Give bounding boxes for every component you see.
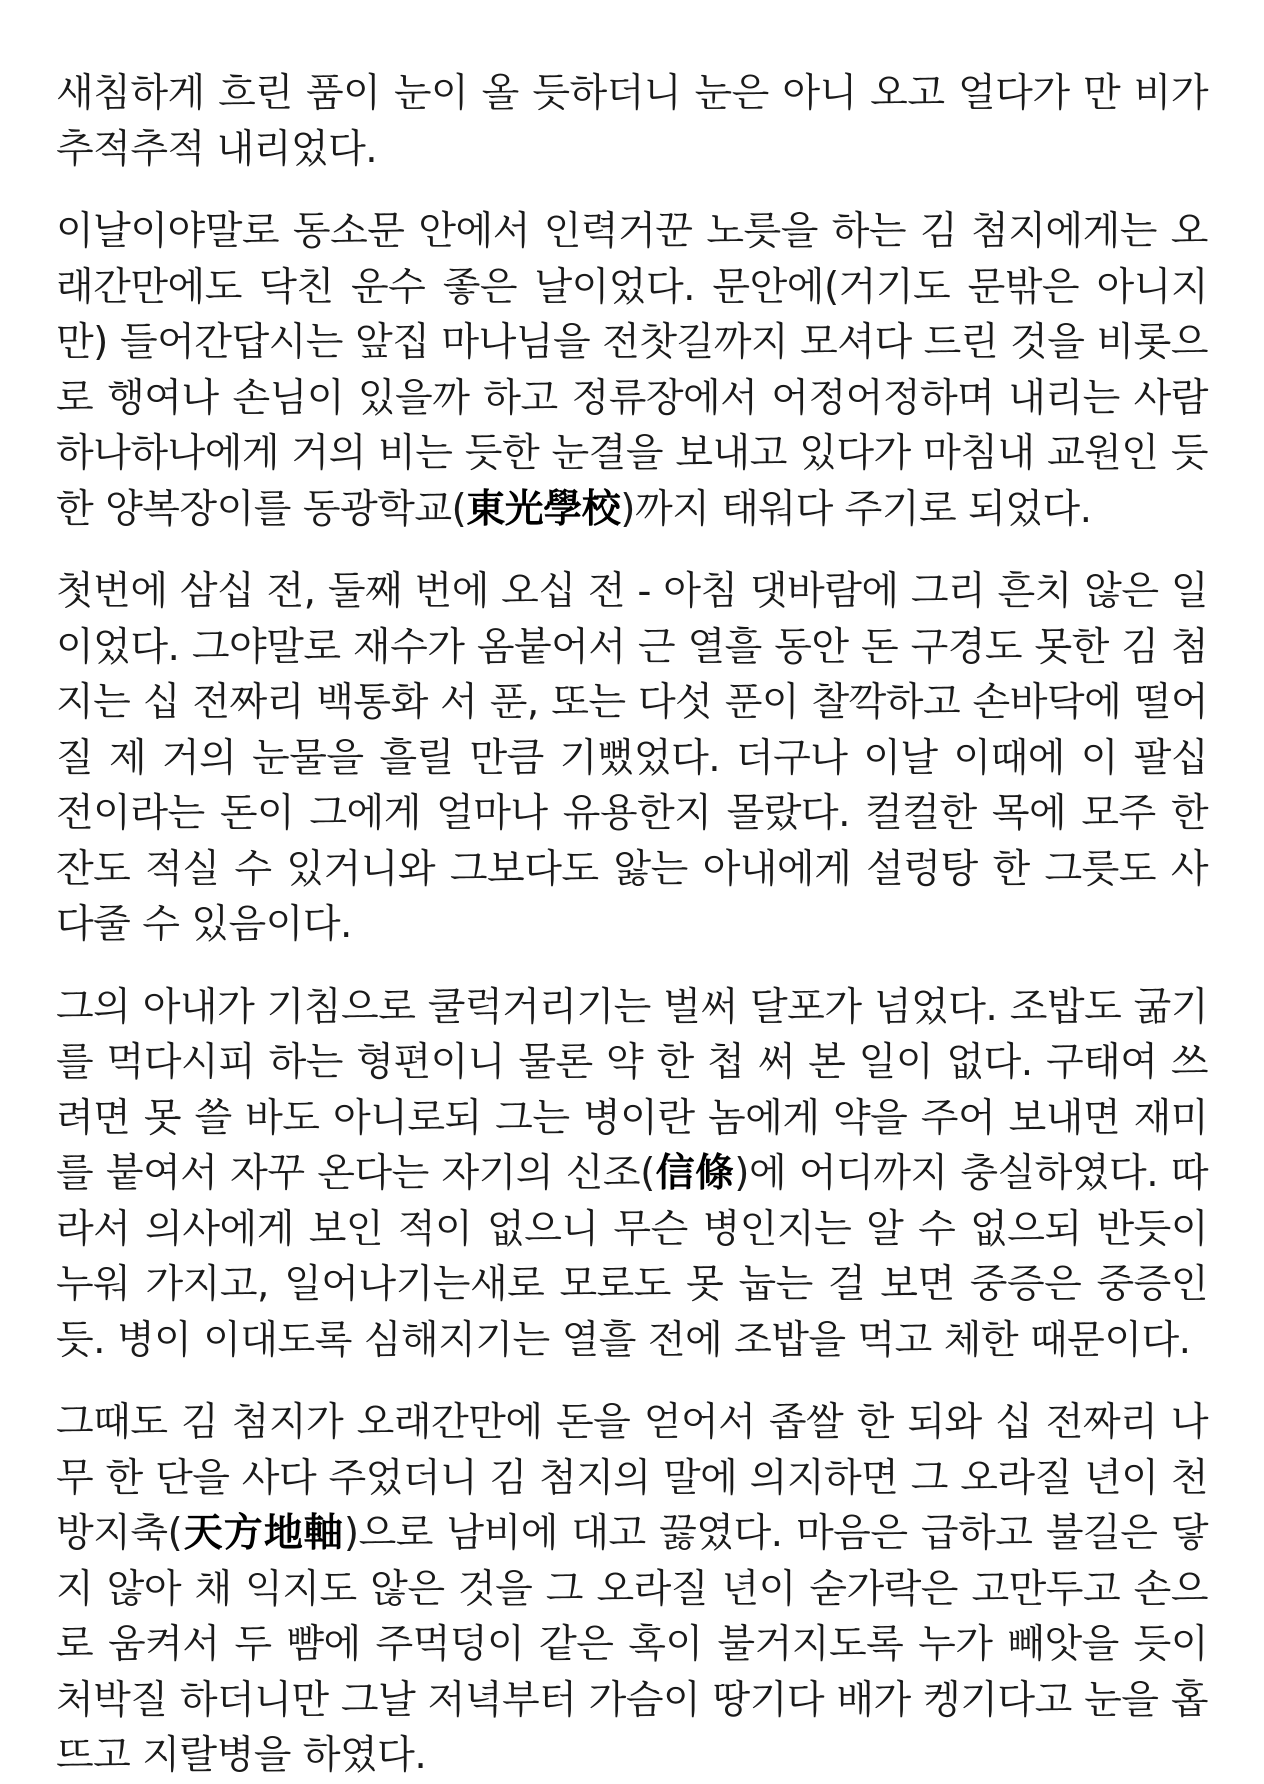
paragraph-5 — [56, 1395, 1208, 1784]
paragraph-text: )으로 남비에 대고 끓였다. 마음은 급하고 불길은 닿지 않아 채 익지도 않은 것을 그 오라질 년이 숟가락은 고만두고 손으로 움켜서 두 뺨에 주먹덩이 같은 혹이 불거지도록 누가 빼앗을 듯이 처박질 하더니만 그날 저녁부터 가슴이 땅기다 배가 켕기다고 눈을 홉뜨고 지랄병을 하였다. — [56, 1511, 1208, 1778]
paragraph-1 — [56, 66, 1208, 177]
hanja-term: 天方地軸 — [182, 1511, 344, 1556]
hanja-term: 信條 — [654, 1151, 735, 1196]
paragraph-text: 그때도 김 첨지가 오래간만에 돈을 얻어서 좁쌀 한 되와 십 전짜리 나무 한 단을 사다 주었더니 김 첨지의 말에 의지하면 그 오라질 년이 천방지축( — [56, 1400, 1208, 1556]
paragraph-text: 그의 아내가 기침으로 쿨럭거리기는 벌써 달포가 넘었다. 조밥도 굶기를 먹다시피 하는 형편이니 물론 약 한 첩 써 본 일이 없다. 구태여 쓰려면 못 쓸 바도 아니로되 그는 병이란 놈에게 약을 주어 보내면 재미를 붙여서 자꾸 온다는 자기의 신조( — [56, 984, 1208, 1196]
paragraph-text: 첫번에 삼십 전, 둘째 번에 오십 전 - 아침 댓바람에 그리 흔치 않은 일이었다. 그야말로 재수가 옴붙어서 근 열흘 동안 돈 구경도 못한 김 첨지는 십 전짜리 백통화 서 푼, 또는 다섯 푼이 찰깍하고 손바닥에 떨어질 제 거의 눈물을 흘릴 만큼 기뻤었다. 더구나 이날 이때에 이 팔십 전이라는 돈이 그에게 얼마나 유용한지 몰랐다. 컬컬한 목에 모주 한 잔도 적실 수 있거니와 그보다도 앓는 아내에게 설렁탕 한 그릇도 사다줄 수 있음이다. — [56, 569, 1208, 947]
hanja-term: 東光學校 — [466, 486, 621, 532]
paragraph-text: )까지 태워다 주기로 되었다. — [620, 486, 1092, 532]
paragraph-2 — [56, 204, 1208, 537]
document-body — [56, 66, 1209, 1778]
paragraph-3 — [56, 564, 1208, 953]
paragraph-text: )에 어디까지 충실하였다. 따라서 의사에게 보인 적이 없으니 무슨 병인지는 알 수 없으되 반듯이 누워 가지고, 일어나기는새로 모로도 못 눕는 걸 보면 중증은 중증인 듯. 병이 이대도록 심해지기는 열흘 전에 조밥을 먹고 체한 때문이다. — [56, 1151, 1209, 1363]
paragraph-text: 새침하게 흐린 품이 눈이 올 듯하더니 눈은 아니 오고 얼다가 만 비가 추적추적 내리었다. — [56, 71, 1208, 172]
paragraph-4 — [56, 980, 1208, 1369]
paragraph-text: 이날이야말로 동소문 안에서 인력거꾼 노릇을 하는 김 첨지에게는 오래간만에도 닥친 운수 좋은 날이었다. 문안에(거기도 문밖은 아니지만) 들어간답시는 앞집 마나님을 전찻길까지 모셔다 드린 것을 비롯으로 행여나 손님이 있을까 하고 정류장에서 어정어정하며 내리는 사람 하나하나에게 거의 비는 듯한 눈결을 보내고 있다가 마침내 교원인 듯한 양복장이를 동광학교( — [56, 209, 1208, 532]
